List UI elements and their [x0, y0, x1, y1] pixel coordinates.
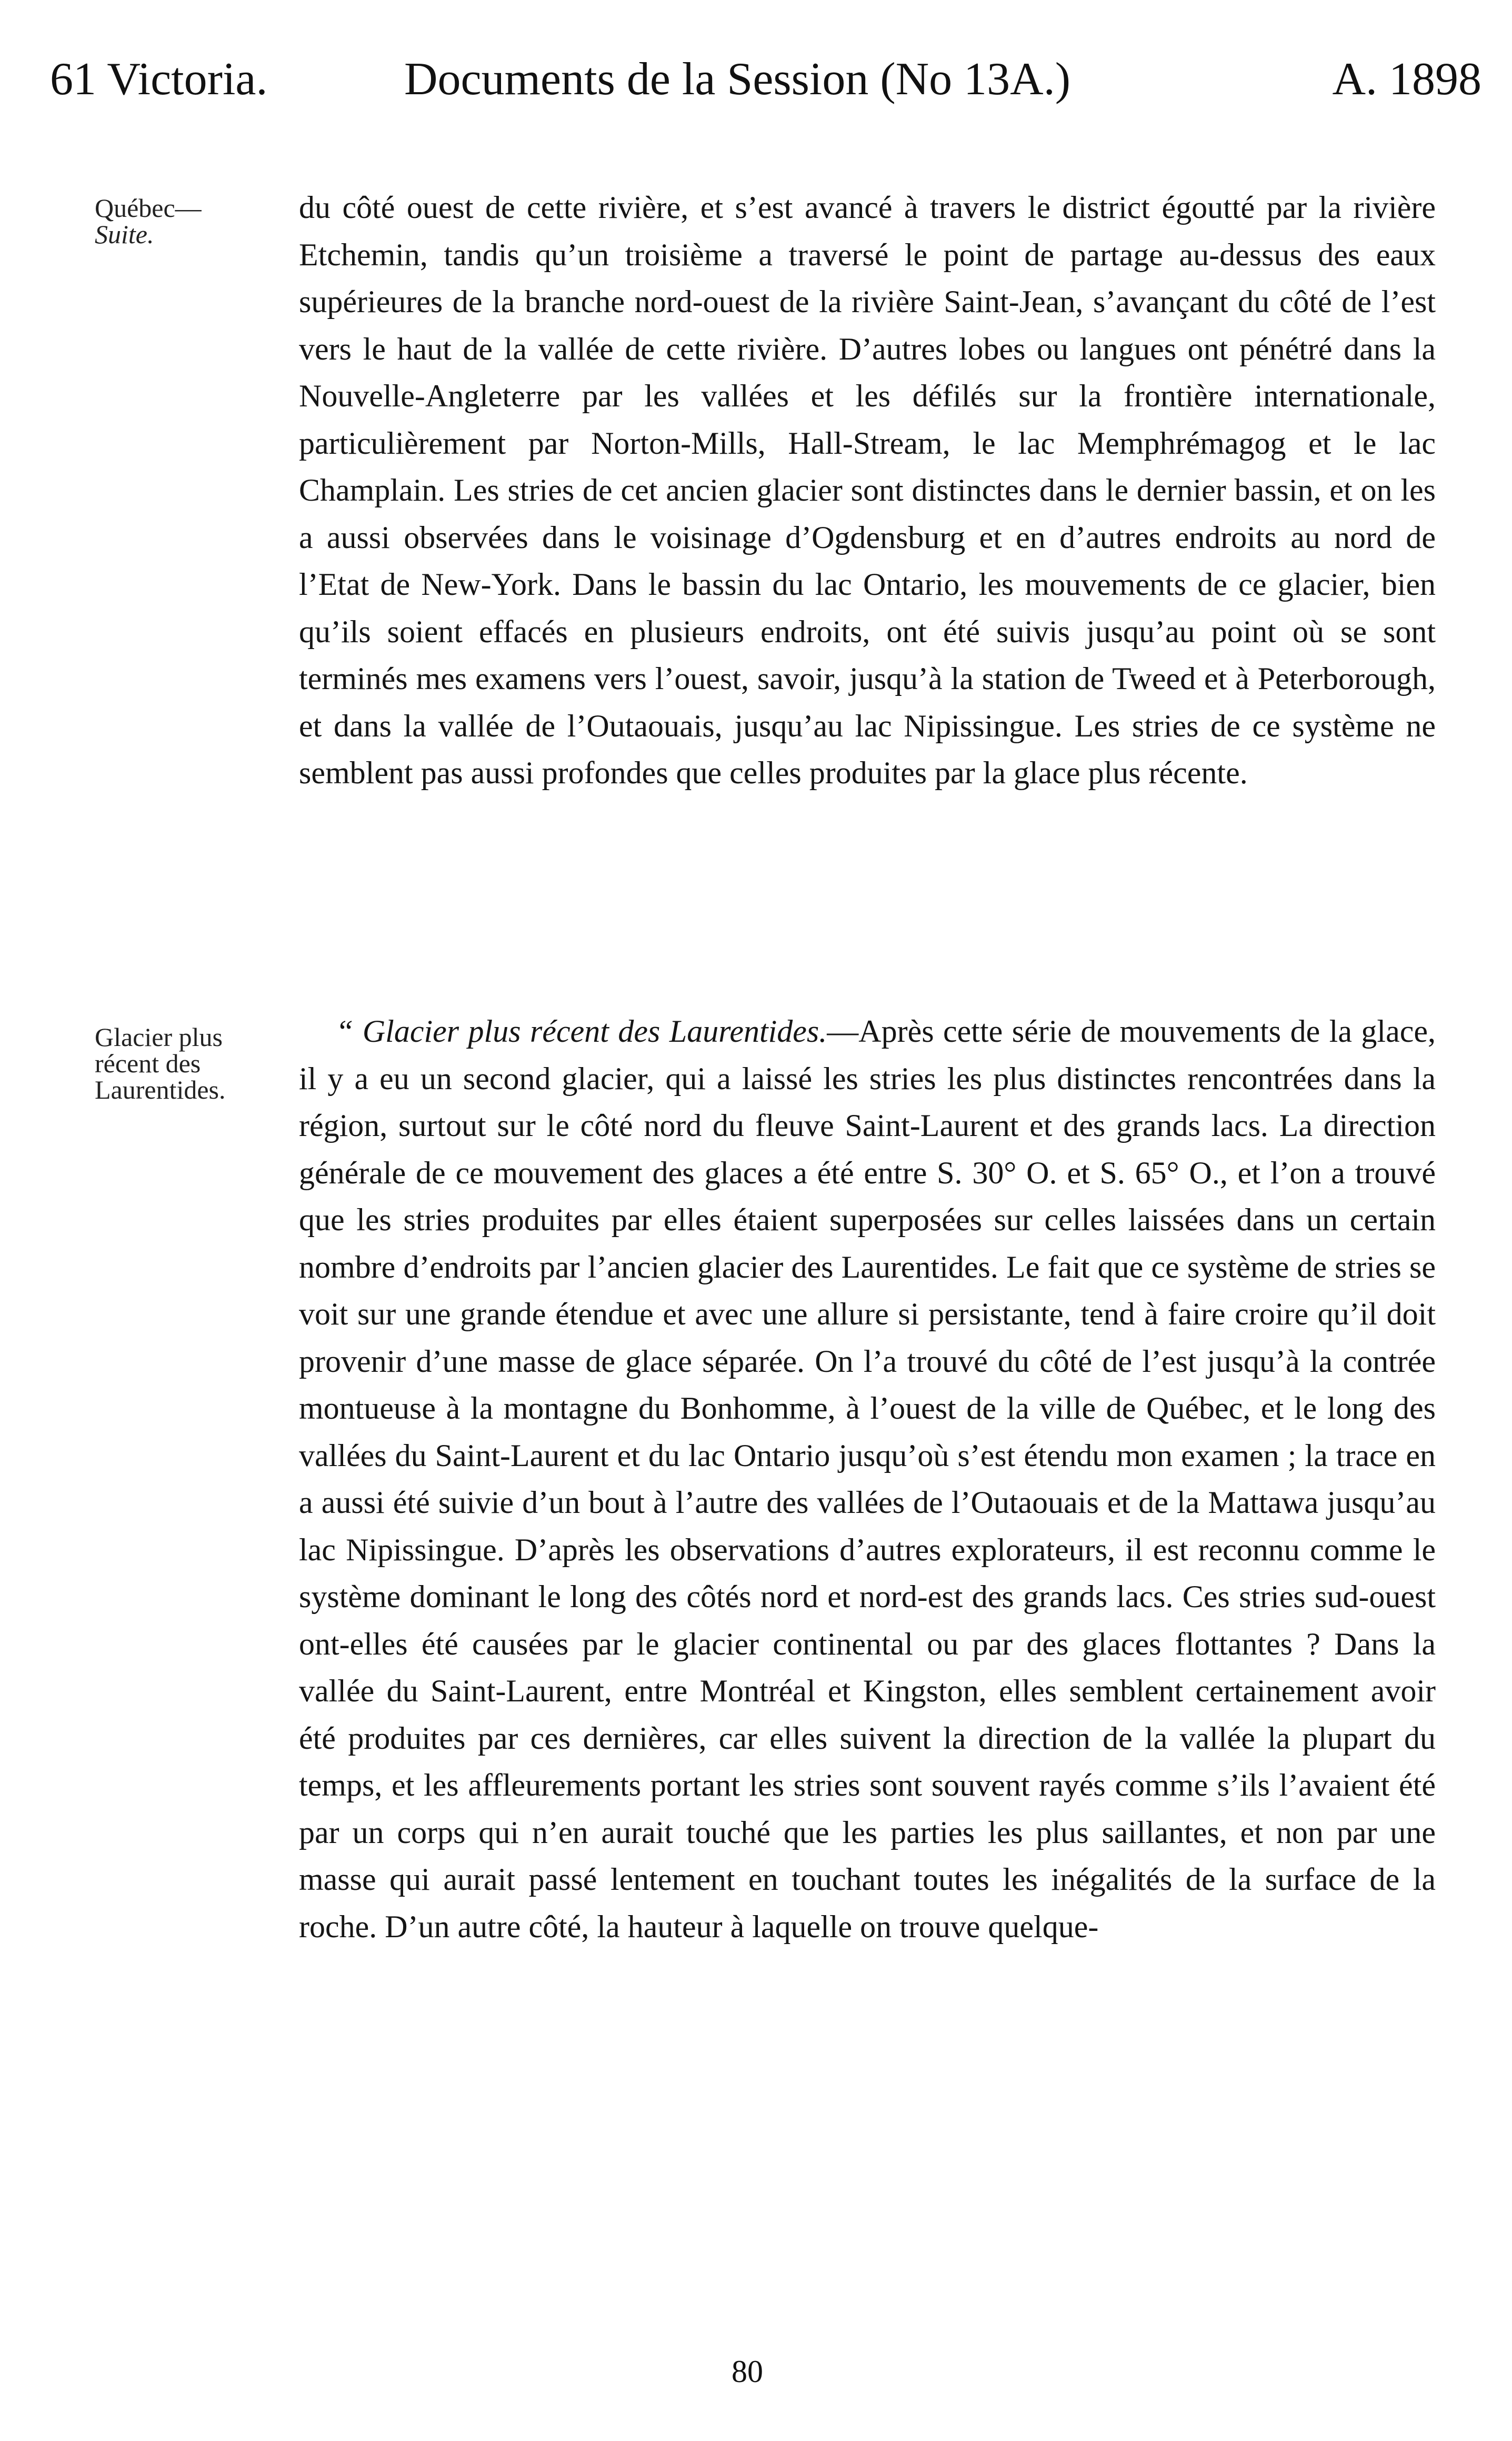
margin-note-glacier [95, 1024, 295, 1103]
margin-note-line: récent des [95, 1049, 201, 1078]
running-header [50, 51, 1481, 108]
page-number: 80 [732, 2354, 763, 2389]
header-regnal-year: 61 Victoria. [50, 54, 268, 105]
margin-note-quebec [95, 195, 295, 247]
paragraph-2-text: —Après cette série de mouvements de la glace, il y a eu un second glacier, qui a laissé les stries les plus distinctes rencontrées dans la région, surtout sur le côté nord du fleuve Saint-Laurent et des grands lacs. La direction générale de ce mouvement des glaces a été entre S. 30° O. et S. 65° O., et l’on a trouvé que les stries produites par elles étaient superposées sur celles laissées dans un certain nombre d’endroits par l’ancien glacier des Laurentides. Le fait que ce système de stries se voit sur une grande étendue et avec une allure si persistante, tend à faire croire qu’il doit provenir d’une masse de glace séparée. On l’a trouvé du côté de l’est jusqu’à la contrée montueuse à la montagne du Bonhomme, à l’ouest de la ville de Québec, et le long des vallées du Saint-Laurent et du lac Ontario jusqu’où s’est étendu mon examen ; la trace en a aussi été suivie d’un bout à l’autre des vallées de l’Outaouais et de la Mattawa jusqu’au lac Nipissingue. D’après les observations d’autres explorateurs, il est reconnu comme le système dominant le long des côtés nord et nord-est des grands lacs. Ces stries sud-ouest ont-elles été causées par le glacier continental ou par des glaces flottantes ? Dans la vallée du Saint-Laurent, entre Montréal et Kingston, elles semblent certainement avoir été produites par ces dernières, car elles suivent la direction de la vallée la plupart du temps, et les affleurements portant les stries sont souvent rayés comme s’ils l’avaient été par un corps qui n’en aurait touché que les parties les plus saillantes, et non par une masse qui aurait passé lentement en touchant toutes les inégalités de la surface de la roche. D’un autre côté, la hauteur à laquelle on trouve quelque- [299, 1014, 1436, 1944]
paragraph-1: du côté ouest de cette rivière, et s’est avancé à travers le district égoutté par la rivière Etchemin, tandis qu’un troisième a traversé le point de partage au-dessus des eaux supérieures de la branche nord-ouest de la rivière Saint-Jean, s’avançant du côté de l’est vers le haut de la vallée de cette rivière. D’autres lobes ou langues ont pénétré dans la Nouvelle-Angleterre par les vallées et les défilés sur la frontière internationale, particulièrement par Norton-Mills, Hall-Stream, le lac Memphrémagog et le lac Champlain. Les stries de cet ancien glacier sont distinctes dans le dernier bassin, et on les a aussi observées dans le voisinage d’Ogdensburg et en d’autres endroits au nord de l’Etat de New-York. Dans le bassin du lac Ontario, les mouvements de ce glacier, bien qu’ils soient effacés en plusieurs endroits, ont été suivis jusqu’au point où se sont terminés mes examens vers l’ouest, savoir, jusqu’à la station de Tweed et à Peterborough, et dans la vallée de l’Outaouais, jusqu’au lac Nipissingue. Les stries de ce système ne semblent pas aussi profondes que celles produites par la glace plus récente. [299, 190, 1436, 790]
margin-note-line: Québec— [95, 193, 202, 223]
margin-note-line: Laurentides. [95, 1075, 226, 1104]
margin-note-line: Suite. [95, 220, 154, 249]
paragraph-2-title: “ Glacier plus récent des Laurentides. [336, 1014, 827, 1049]
margin-note-line: Glacier plus [95, 1022, 223, 1052]
paragraph-2 [299, 1008, 1436, 1950]
header-title: Documents de la Session (No 13A.) [404, 54, 1071, 105]
header-year: A. 1898 [1332, 54, 1481, 105]
